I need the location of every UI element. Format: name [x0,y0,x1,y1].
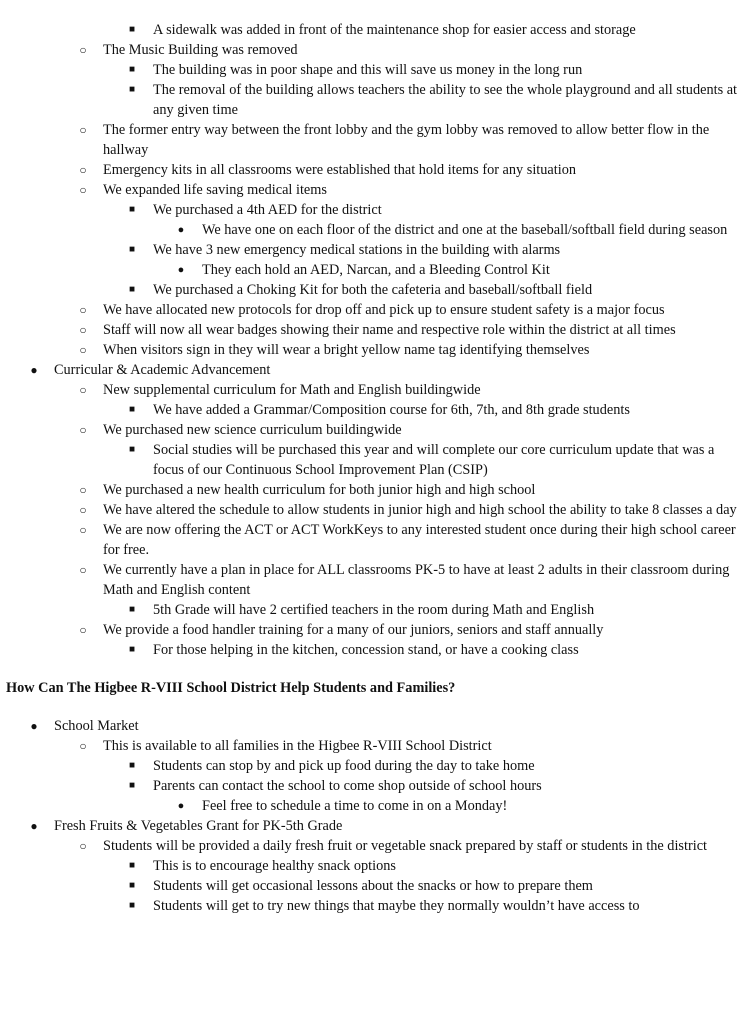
square-bullet: ■ [128,284,136,295]
hollow-bullet: ○ [79,563,87,577]
square-bullet: ■ [128,404,136,415]
dot-bullet: ● [177,800,185,812]
list-item: ○ We are now offering the ACT or ACT WorkKeys to any interested student once during their high school career for free. [0,520,750,560]
list-item: ○ We provide a food handler training for a many of our juniors, seniors and staff annually [0,620,750,640]
list-item: ■ Social studies will be purchased this year and will complete our core curriculum update that was a focus of our Continuous School Improvement Plan (CSIP) [0,440,750,480]
list-item: ■ Students will get to try new things that maybe they normally wouldn’t have access to [0,896,750,916]
list-item: ○ When visitors sign in they will wear a bright yellow name tag identifying themselves [0,340,750,360]
list-item: ○ We purchased a new health curriculum for both junior high and high school [0,480,750,500]
list-item: ○ The former entry way between the front lobby and the gym lobby was removed to allow better flow in the hallway [0,120,750,160]
list-item: ■ The building was in poor shape and this will save us money in the long run [0,60,750,80]
square-bullet: ■ [128,880,136,891]
hollow-bullet: ○ [79,503,87,517]
hollow-bullet: ○ [79,523,87,537]
list-item: ○ We have altered the schedule to allow students in junior high and high school the ability to take 8 classes a day [0,500,750,520]
list-item: ○ The Music Building was removed [0,40,750,60]
hollow-bullet: ○ [79,423,87,437]
list-item: ● School Market [0,716,750,736]
square-bullet: ■ [128,244,136,255]
hollow-bullet: ○ [79,623,87,637]
hollow-bullet: ○ [79,383,87,397]
list-item: ○ We purchased new science curriculum buildingwide [0,420,750,440]
hollow-bullet: ○ [79,303,87,317]
square-bullet: ■ [128,644,136,655]
list-item: ● We have one on each floor of the district and one at the baseball/softball field during season [0,220,750,240]
hollow-bullet: ○ [79,163,87,177]
hollow-bullet: ○ [79,123,87,137]
square-bullet: ■ [128,900,136,911]
list-item: ○ This is available to all families in the Higbee R-VIII School District [0,736,750,756]
hollow-bullet: ○ [79,323,87,337]
square-bullet: ■ [128,24,136,35]
list-item: ○ Staff will now all wear badges showing their name and respective role within the district at all times [0,320,750,340]
list-item: ○ New supplemental curriculum for Math and English buildingwide [0,380,750,400]
list-item: ● Fresh Fruits & Vegetables Grant for PK-5th Grade [0,816,750,836]
list-item: ■ The removal of the building allows teachers the ability to see the whole playground and all students at any given time [0,80,750,120]
list-item: ■ This is to encourage healthy snack options [0,856,750,876]
hollow-bullet: ○ [79,43,87,57]
list-item: ● They each hold an AED, Narcan, and a Bleeding Control Kit [0,260,750,280]
section-help-list [0,716,750,916]
list-item: ■ We have added a Grammar/Composition course for 6th, 7th, and 8th grade students [0,400,750,420]
list-item: ■ Parents can contact the school to come shop outside of school hours [0,776,750,796]
square-bullet: ■ [128,604,136,615]
list-item: ○ We currently have a plan in place for ALL classrooms PK-5 to have at least 2 adults in their classroom during Math and English content [0,560,750,600]
dot-bullet: ● [30,819,38,833]
list-item: ○ We expanded life saving medical items [0,180,750,200]
square-bullet: ■ [128,204,136,215]
square-bullet: ■ [128,64,136,75]
list-item: ■ We purchased a 4th AED for the district [0,200,750,220]
hollow-bullet: ○ [79,839,87,853]
square-bullet: ■ [128,780,136,791]
hollow-bullet: ○ [79,483,87,497]
list-item: ○ Emergency kits in all classrooms were established that hold items for any situation [0,160,750,180]
section-heading: How Can The Higbee R-VIII School District Help Students and Families? [6,680,456,696]
dot-bullet: ● [30,363,38,377]
square-bullet: ■ [128,444,136,455]
dot-bullet: ● [177,264,185,276]
square-bullet: ■ [128,84,136,95]
list-item: ■ We have 3 new emergency medical stations in the building with alarms [0,240,750,260]
dot-bullet: ● [177,224,185,236]
list-item: ○ Students will be provided a daily fresh fruit or vegetable snack prepared by staff or students in the district [0,836,750,856]
list-item: ■ 5th Grade will have 2 certified teachers in the room during Math and English [0,600,750,620]
list-item: ● Feel free to schedule a time to come in on a Monday! [0,796,750,816]
hollow-bullet: ○ [79,739,87,753]
dot-bullet: ● [30,719,38,733]
hollow-bullet: ○ [79,183,87,197]
list-item: ■ We purchased a Choking Kit for both the cafeteria and baseball/softball field [0,280,750,300]
list-item: ○ We have allocated new protocols for drop off and pick up to ensure student safety is a major focus [0,300,750,320]
section-safety-list [0,20,750,660]
list-item: ■ Students can stop by and pick up food during the day to take home [0,756,750,776]
list-item: ■ For those helping in the kitchen, concession stand, or have a cooking class [0,640,750,660]
list-item: ■ A sidewalk was added in front of the maintenance shop for easier access and storage [0,20,750,40]
hollow-bullet: ○ [79,343,87,357]
document-page [0,20,750,916]
list-item: ● Curricular & Academic Advancement [0,360,750,380]
list-item: ■ Students will get occasional lessons about the snacks or how to prepare them [0,876,750,896]
square-bullet: ■ [128,860,136,871]
square-bullet: ■ [128,760,136,771]
